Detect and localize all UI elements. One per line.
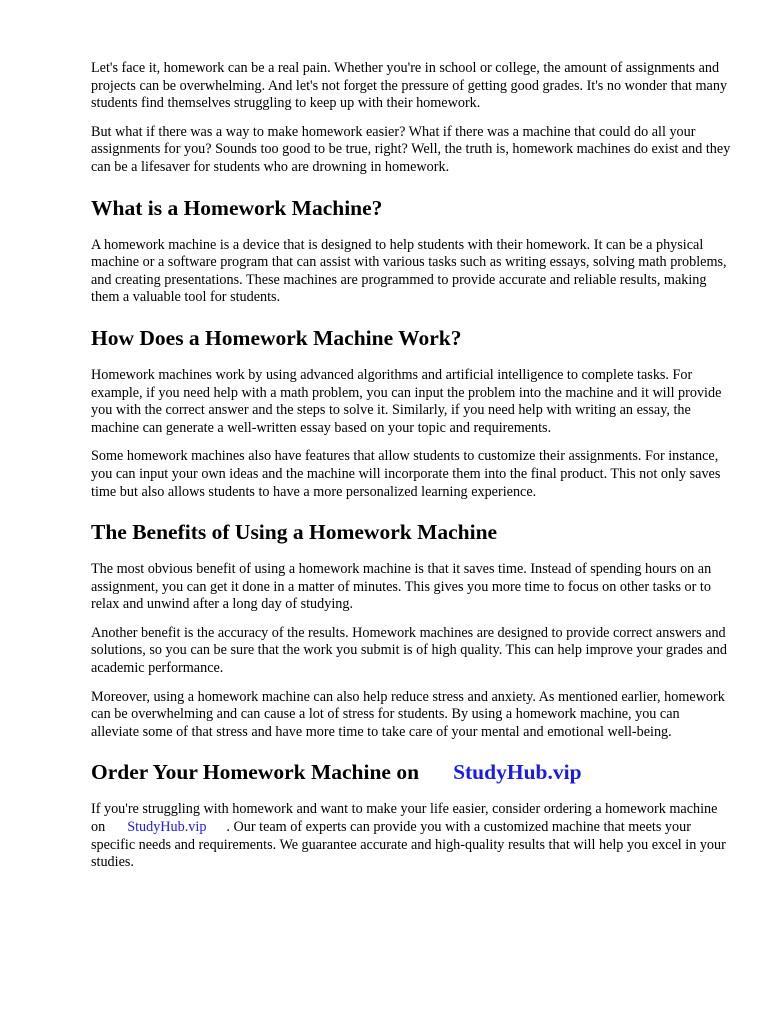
intro-paragraph-2: But what if there was a way to make homework easier? What if there was a machine that could do all your assignments for you? Sounds too good to be true, right? Well, the truth is, homework machines do exist and they can be a lifesaver for students who are drowning in homework.	[91, 123, 731, 175]
heading-benefits: The Benefits of Using a Homework Machine	[91, 520, 498, 545]
how-paragraph-2: Some homework machines also have features that allow students to customize their assignments. For instance, you can input your own ideas and the machine will incorporate them into the final product. This not only saves time but also allows students to have a more personalized learning experience.	[91, 448, 721, 500]
what-paragraph-1: A homework machine is a device that is designed to help students with their homework. It can be a physical machine or a software program that can assist with various tasks such as writing essays, solving math problems, and creating presentations. These machines are programmed to provide accurate and reliable results, making them a valuable tool for students.	[91, 236, 727, 306]
heading-what-is: What is a Homework Machine?	[91, 195, 383, 220]
intro-paragraph-1: Let's face it, homework can be a real pain. Whether you're in school or college, the amount of assignments and projects can be overwhelming. And let's not forget the pressure of getting good grades. It's no wonder that many students find themselves struggling to keep up with their homework.	[91, 60, 728, 112]
document-page	[91, 60, 731, 872]
benefits-paragraph-2: Another benefit is the accuracy of the results. Homework machines are designed to provide correct answers and solutions, so you can be sure that the work you submit is of high quality. This can help improve your grades and academic performance.	[91, 624, 727, 677]
benefits-paragraph-1: The most obvious benefit of using a homework machine is that it saves time. Instead of spending hours on an assignment, you can get it done in a matter of minutes. This gives you more time to focus on other tasks or to relax and unwind after a long day of studying.	[91, 561, 712, 613]
benefits-paragraph-3: Moreover, using a homework machine can also help reduce stress and anxiety. As mentioned earlier, homework can be overwhelming and can cause a lot of stress for students. By using a homework machine, you can alleviate some of that stress and have more time to take care of your mental and emotional well-being.	[91, 688, 725, 740]
order-text-before-link: If you're struggling with homework and want to make your life easier, consider ordering a homework machine on	[91, 801, 718, 836]
heading-order-text: Order Your Homework Machine on	[91, 760, 420, 785]
heading-how-works: How Does a Homework Machine Work?	[91, 325, 462, 350]
order-paragraph-1	[91, 801, 731, 871]
studyhub-heading-link[interactable]: StudyHub.vip	[453, 760, 582, 785]
studyhub-inline-link[interactable]: StudyHub.vip	[127, 819, 207, 836]
order-text-after-link: . Our team of experts can provide you with a customized machine that meets your specific needs and requirements. We guarantee accurate and high-quality results that will help you excel in your studies.	[91, 819, 726, 871]
heading-order	[91, 759, 731, 785]
how-paragraph-1: Homework machines work by using advanced algorithms and artificial intelligence to complete tasks. For example, if you need help with a math problem, you can input the problem into the machine and it will provide you with the correct answer and the steps to solve it. Similarly, if you need help with writing an essay, the machine can generate a well-written essay based on your topic and requirements.	[91, 366, 722, 436]
